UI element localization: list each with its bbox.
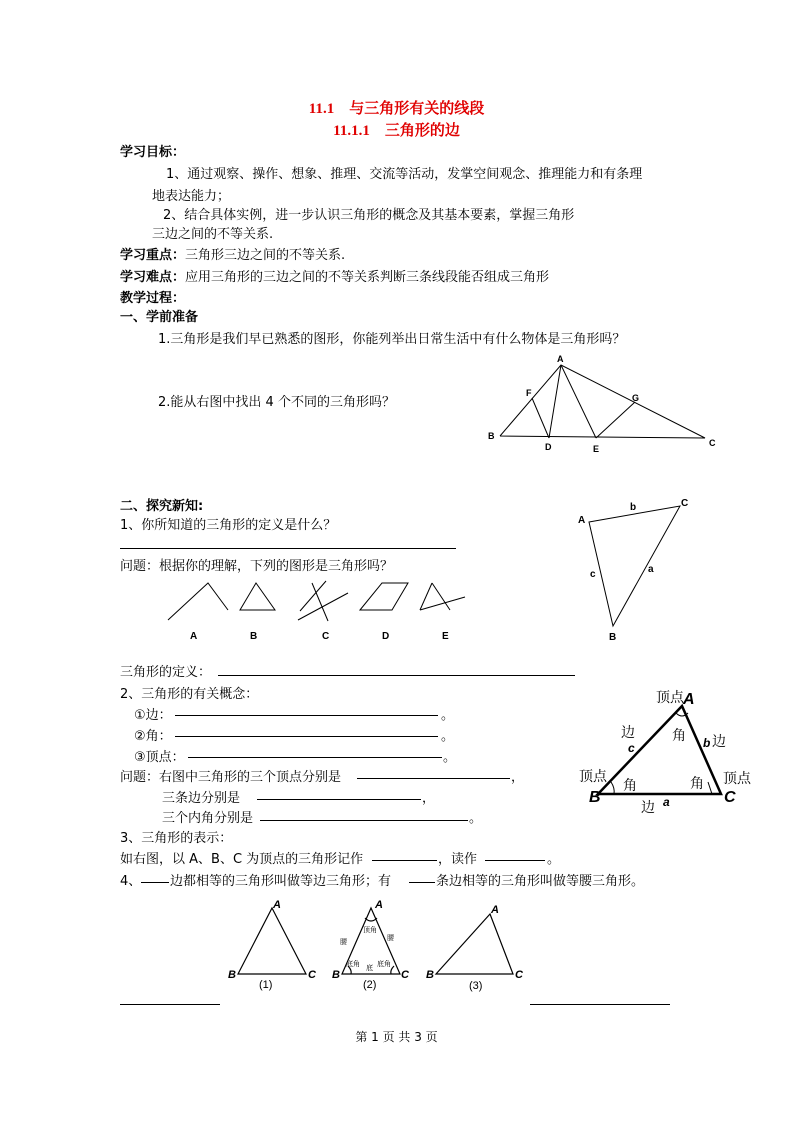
concept-side: ①边：: [134, 708, 172, 723]
fig2-angle-right: 角: [690, 775, 704, 791]
triangle-abc-lowercase-figure: [570, 492, 700, 644]
answer-line-notation[interactable]: [372, 860, 437, 861]
label-E: E: [593, 444, 600, 454]
answer-line-reading[interactable]: [485, 860, 545, 861]
shape-label-b: B: [250, 631, 258, 642]
answer-line-angle[interactable]: [175, 736, 438, 737]
t2-leg-left: 腰: [340, 939, 347, 946]
t2-base-angle-right: 底角: [377, 961, 391, 968]
shape-label-e: E: [442, 631, 449, 642]
concept-vertex: ③顶点：: [134, 750, 185, 765]
triangle-types-figure: [220, 896, 530, 996]
fig2-label-b: b: [703, 736, 711, 750]
shapes-figure: [160, 575, 470, 645]
label-A: A: [557, 354, 564, 364]
answer-line-vertex[interactable]: [188, 757, 442, 758]
fig2-label-B: B: [589, 789, 601, 806]
concept-angle: ②角：: [134, 729, 172, 744]
comma-1: ，: [511, 770, 525, 785]
t2-number: (2): [363, 979, 377, 991]
key-point-text: 三角形三边之间的不等关系.: [185, 248, 346, 263]
label-B: B: [488, 431, 495, 441]
triangle-concepts-figure: [575, 682, 755, 820]
concepts-heading: 2、三角形的有关概念：: [120, 687, 259, 702]
notation-b: ，读作: [438, 852, 478, 867]
t1-label-A: A: [273, 899, 281, 911]
t2-apex-label: 顶角: [363, 927, 377, 934]
section2-question: 问题：根据你的理解，下列的图形是三角形吗？: [120, 559, 394, 574]
fig1-label-C: C: [681, 498, 689, 509]
section2-heading: 二、探究新知:: [120, 499, 204, 514]
section1-heading: 一、学前准备: [120, 310, 199, 325]
objectives-heading: 学习目标：: [120, 145, 186, 160]
section1-q2: 2.能从右图中找出 4 个不同的三角形吗？: [158, 395, 395, 410]
problem-c: 三个内角分别是: [162, 811, 254, 826]
label-G: G: [632, 393, 640, 403]
objective-1a: 1、通过观察、操作、想象、推理、交流等活动，发掌空间观念、推理能力和有条理: [166, 167, 643, 182]
page-title: 11.1 与三角形有关的线段: [308, 101, 485, 117]
key-point-label: 学习重点：: [120, 248, 186, 263]
fig2-angle-left: 角: [623, 777, 637, 793]
label-C: C: [709, 438, 716, 448]
fig1-label-c: c: [590, 569, 596, 580]
fig2-side-left: 边: [621, 724, 635, 740]
t1-number: (1): [259, 979, 273, 991]
fig1-label-a: a: [648, 564, 654, 575]
answer-line-def[interactable]: [218, 675, 575, 676]
difficulty-text: 应用三角形的三边之间的不等关系判断三条线段能否组成三角形: [185, 270, 550, 285]
key-point: [120, 244, 345, 263]
fig2-label-A: A: [683, 691, 695, 708]
fig2-side-bottom: 边: [641, 799, 655, 815]
period-2: 。: [441, 729, 455, 744]
shape-e: [420, 583, 465, 610]
shape-b: [240, 583, 275, 610]
shape-label-d: D: [382, 631, 390, 642]
def-label: 三角形的定义：: [120, 665, 212, 680]
t3-label-C: C: [515, 969, 523, 981]
classify-a: 4、: [120, 874, 142, 889]
answer-line-angles[interactable]: [260, 820, 468, 821]
section1-q1: 1.三角形是我们早已熟悉的图形，你能列举出日常生活中有什么物体是三角形吗？: [158, 332, 626, 347]
t2-base-angle-left: 底角: [346, 961, 360, 968]
period-1: 。: [441, 708, 455, 723]
answer-line-equal-sides[interactable]: [141, 882, 169, 883]
t1-label-B: B: [228, 969, 236, 981]
page-subtitle: 11.1.1 三角形的边: [333, 123, 460, 139]
objective-1b: 地表达能力；: [152, 189, 231, 204]
period-3: 。: [443, 750, 457, 765]
t2-label-B: B: [332, 969, 340, 981]
fig2-label-C: C: [724, 789, 736, 806]
t3-label-A: A: [491, 904, 499, 916]
section2-q1: 1、你所知道的三角形的定义是什么？: [120, 518, 337, 533]
fig2-label-c: c: [628, 741, 635, 755]
period-4: 。: [469, 811, 483, 826]
t2-leg-right: 腰: [387, 935, 394, 942]
period-5: 。: [547, 852, 561, 867]
page-footer: 第 1 页 共 3 页: [355, 1030, 438, 1044]
answer-line-sides[interactable]: [257, 799, 421, 800]
label-F: F: [526, 388, 532, 398]
fig2-vertex-right: 顶点: [723, 770, 751, 786]
fig2-vertex-left: 顶点: [579, 768, 607, 784]
answer-line-definition[interactable]: [120, 548, 456, 549]
t2-label-A: A: [375, 899, 383, 911]
triangle-figure-abcdefg: [480, 348, 730, 460]
fig1-label-b: b: [630, 502, 637, 513]
fig2-label-a: a: [663, 795, 670, 809]
triangle-1: [238, 908, 306, 974]
answer-line-side[interactable]: [175, 715, 438, 716]
answer-line-left[interactable]: [120, 1004, 220, 1005]
objective-2a: 2、结合具体实例，进一步认识三角形的概念及其基本要素，掌握三角形: [163, 208, 575, 223]
base-arc-right: [391, 966, 394, 974]
objective-2b: 三边之间的不等关系.: [152, 227, 274, 242]
answer-line-vertices[interactable]: [357, 778, 510, 779]
notation-heading: 3、三角形的表示：: [120, 831, 233, 846]
fig2-vertex-top: 顶点: [656, 689, 684, 705]
answer-line-right[interactable]: [530, 1004, 670, 1005]
t3-label-B: B: [426, 969, 434, 981]
t2-base-label: 底: [366, 965, 373, 972]
label-D: D: [545, 442, 552, 452]
fig1-label-A: A: [578, 515, 586, 526]
difficulty-label: 学习难点：: [120, 270, 186, 285]
fig2-side-right: 边: [712, 733, 726, 749]
shape-label-a: A: [190, 631, 198, 642]
comma-2: ，: [422, 791, 436, 806]
classify-c: 条边相等的三角形叫做等腰三角形。: [436, 874, 645, 889]
shape-a: [168, 583, 228, 620]
fig1-label-B: B: [609, 632, 617, 643]
fig2-angle-top: 角: [672, 727, 686, 743]
notation-a: 如右图，以 A、B、C 为顶点的三角形记作: [120, 852, 364, 867]
t3-number: (3): [469, 980, 483, 992]
shape-label-c: C: [322, 631, 330, 642]
t1-label-C: C: [308, 969, 316, 981]
shape-c: [298, 581, 348, 621]
problem-b: 三条边分别是: [162, 791, 241, 806]
triangle-3: [436, 914, 513, 974]
process-heading: 教学过程：: [120, 291, 186, 306]
t2-label-C: C: [401, 969, 409, 981]
shape-d: [360, 583, 408, 610]
difficulty: [120, 266, 549, 285]
answer-line-iso-sides[interactable]: [409, 882, 435, 883]
problem-a: 问题：右图中三角形的三个顶点分别是: [120, 770, 342, 785]
classify-b: 边都相等的三角形叫做等边三角形；有: [170, 874, 392, 889]
